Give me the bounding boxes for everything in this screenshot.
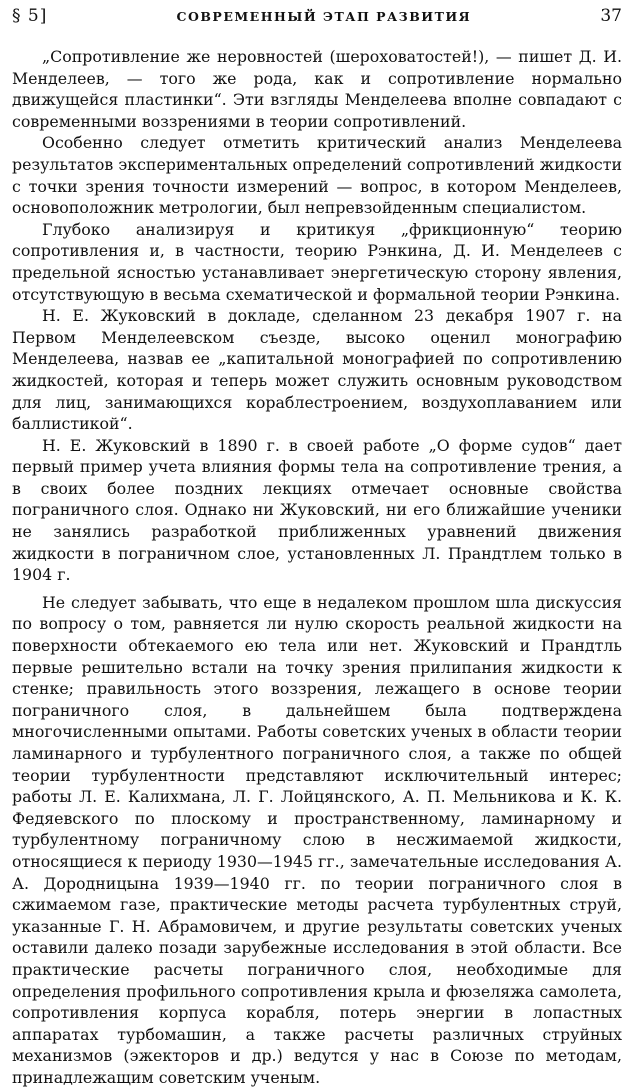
- paragraph-zhukovsky-1890: Н. Е. Жуковский в 1890 г. в своей работе „О форме судов“ дает первый пример учета влияния формы тела на сопротивление трения, а в своих более поздних лекциях отмечает основные свойства пограничного слоя. Однако ни Жуковский, ни его ближайшие ученики не занялись разработкой приближенных уравнений движения жидкости в пограничном слое, установленных Л. Прандтлем только в 1904 г.: [12, 435, 622, 585]
- paragraph-boundary-layer: Не следует забывать, что еще в недалеком прошлом шла дискуссия по вопросу о том, равняется ли нулю скорость реальной жидкости на поверхности обтекаемого ею тела или нет. Жуковский и Прандтль первые решительно встали на точку зрения прилипания жидкости к стенке; правильность этого воззрения, лежащего в основе теории пограничного слоя, в дальнейшем была подтверждена многочисленными опытами. Работы советских ученых в области теории ламинарного и турбулентного пограничного слоя, а также по общей теории турбулентности представляют исключительный интерес; работы Л. Е. Калихмана, Л. Г. Лойцянского, А. П. Мельникова и К. К. Федяевского по плоскому и пространственному, ламинарному и турбулентному пограничному слою в несжимаемой жидкости, относящиеся к периоду 1930—1945 гг., замечательные исследования А. А. Дородницына 1939—1940 гг. по теории пограничного слоя в сжимаемом газе, практические методы расчета турбулентных струй, указанные Г. Н. Абрамовичем, и другие результаты советских ученых оставили далеко позади зарубежные исследования в этой области. Все практические расчеты пограничного слоя, необходимые для определения профильного сопротивления крыла и фюзеляжа самолета, сопротивления корпуса корабля, потерь энергии в лопастных аппаратах турбомашин, а также расчеты различных струйных механизмов (эжекторов и др.) ведутся у нас в Союзе по методам, принадлежащим советским ученым.: [12, 592, 622, 1087]
- section-marker: § 5]: [12, 6, 48, 26]
- paragraph-critical-analysis: Особенно следует отметить критический анализ Менделеева результатов экспериментальных определений сопротивлений жидкости с точки зрения точности измерений — вопрос, в котором Менделеев, основоположник метрологии, был непревзойденным специалистом.: [12, 133, 622, 218]
- paragraph-zhukovsky-report: Н. Е. Жуковский в докладе, сделанном 23 декабря 1907 г. на Первом Менделеевском съезде, высоко оценил монографию Менделеева, назвав ее „капитальной монографией по сопротивлению жидкостей, которая и теперь может служить основным руководством для лиц, занимающихся кораблестроением, воздухоплаванием или баллистикой“.: [12, 306, 622, 434]
- page-number: 37: [600, 6, 622, 26]
- paragraph-mendeleev-quote: „Сопротивление же неровностей (шероховатостей!), — пишет Д. И. Менделеев, — того же рода, как и сопротивление нормально движущейся пластинки“. Эти взгляды Менделеева вполне совпадают с современными воззрениями в теории сопротивлений.: [12, 47, 622, 131]
- paragraph-friction-theory: Глубоко анализируя и критикуя „фрикционную“ теорию сопротивления и, в частности, теорию Рэнкина, Д. И. Менделеев с предельной ясностью устанавливает энергетическую сторону явления, отсутствующую в весьма схематической и формальной теории Рэнкина.: [12, 219, 622, 304]
- running-title: СОВРЕМЕННЫЙ ЭТАП РАЗВИТИЯ: [176, 9, 472, 24]
- body-text: [12, 46, 622, 1089]
- running-header: [12, 6, 622, 38]
